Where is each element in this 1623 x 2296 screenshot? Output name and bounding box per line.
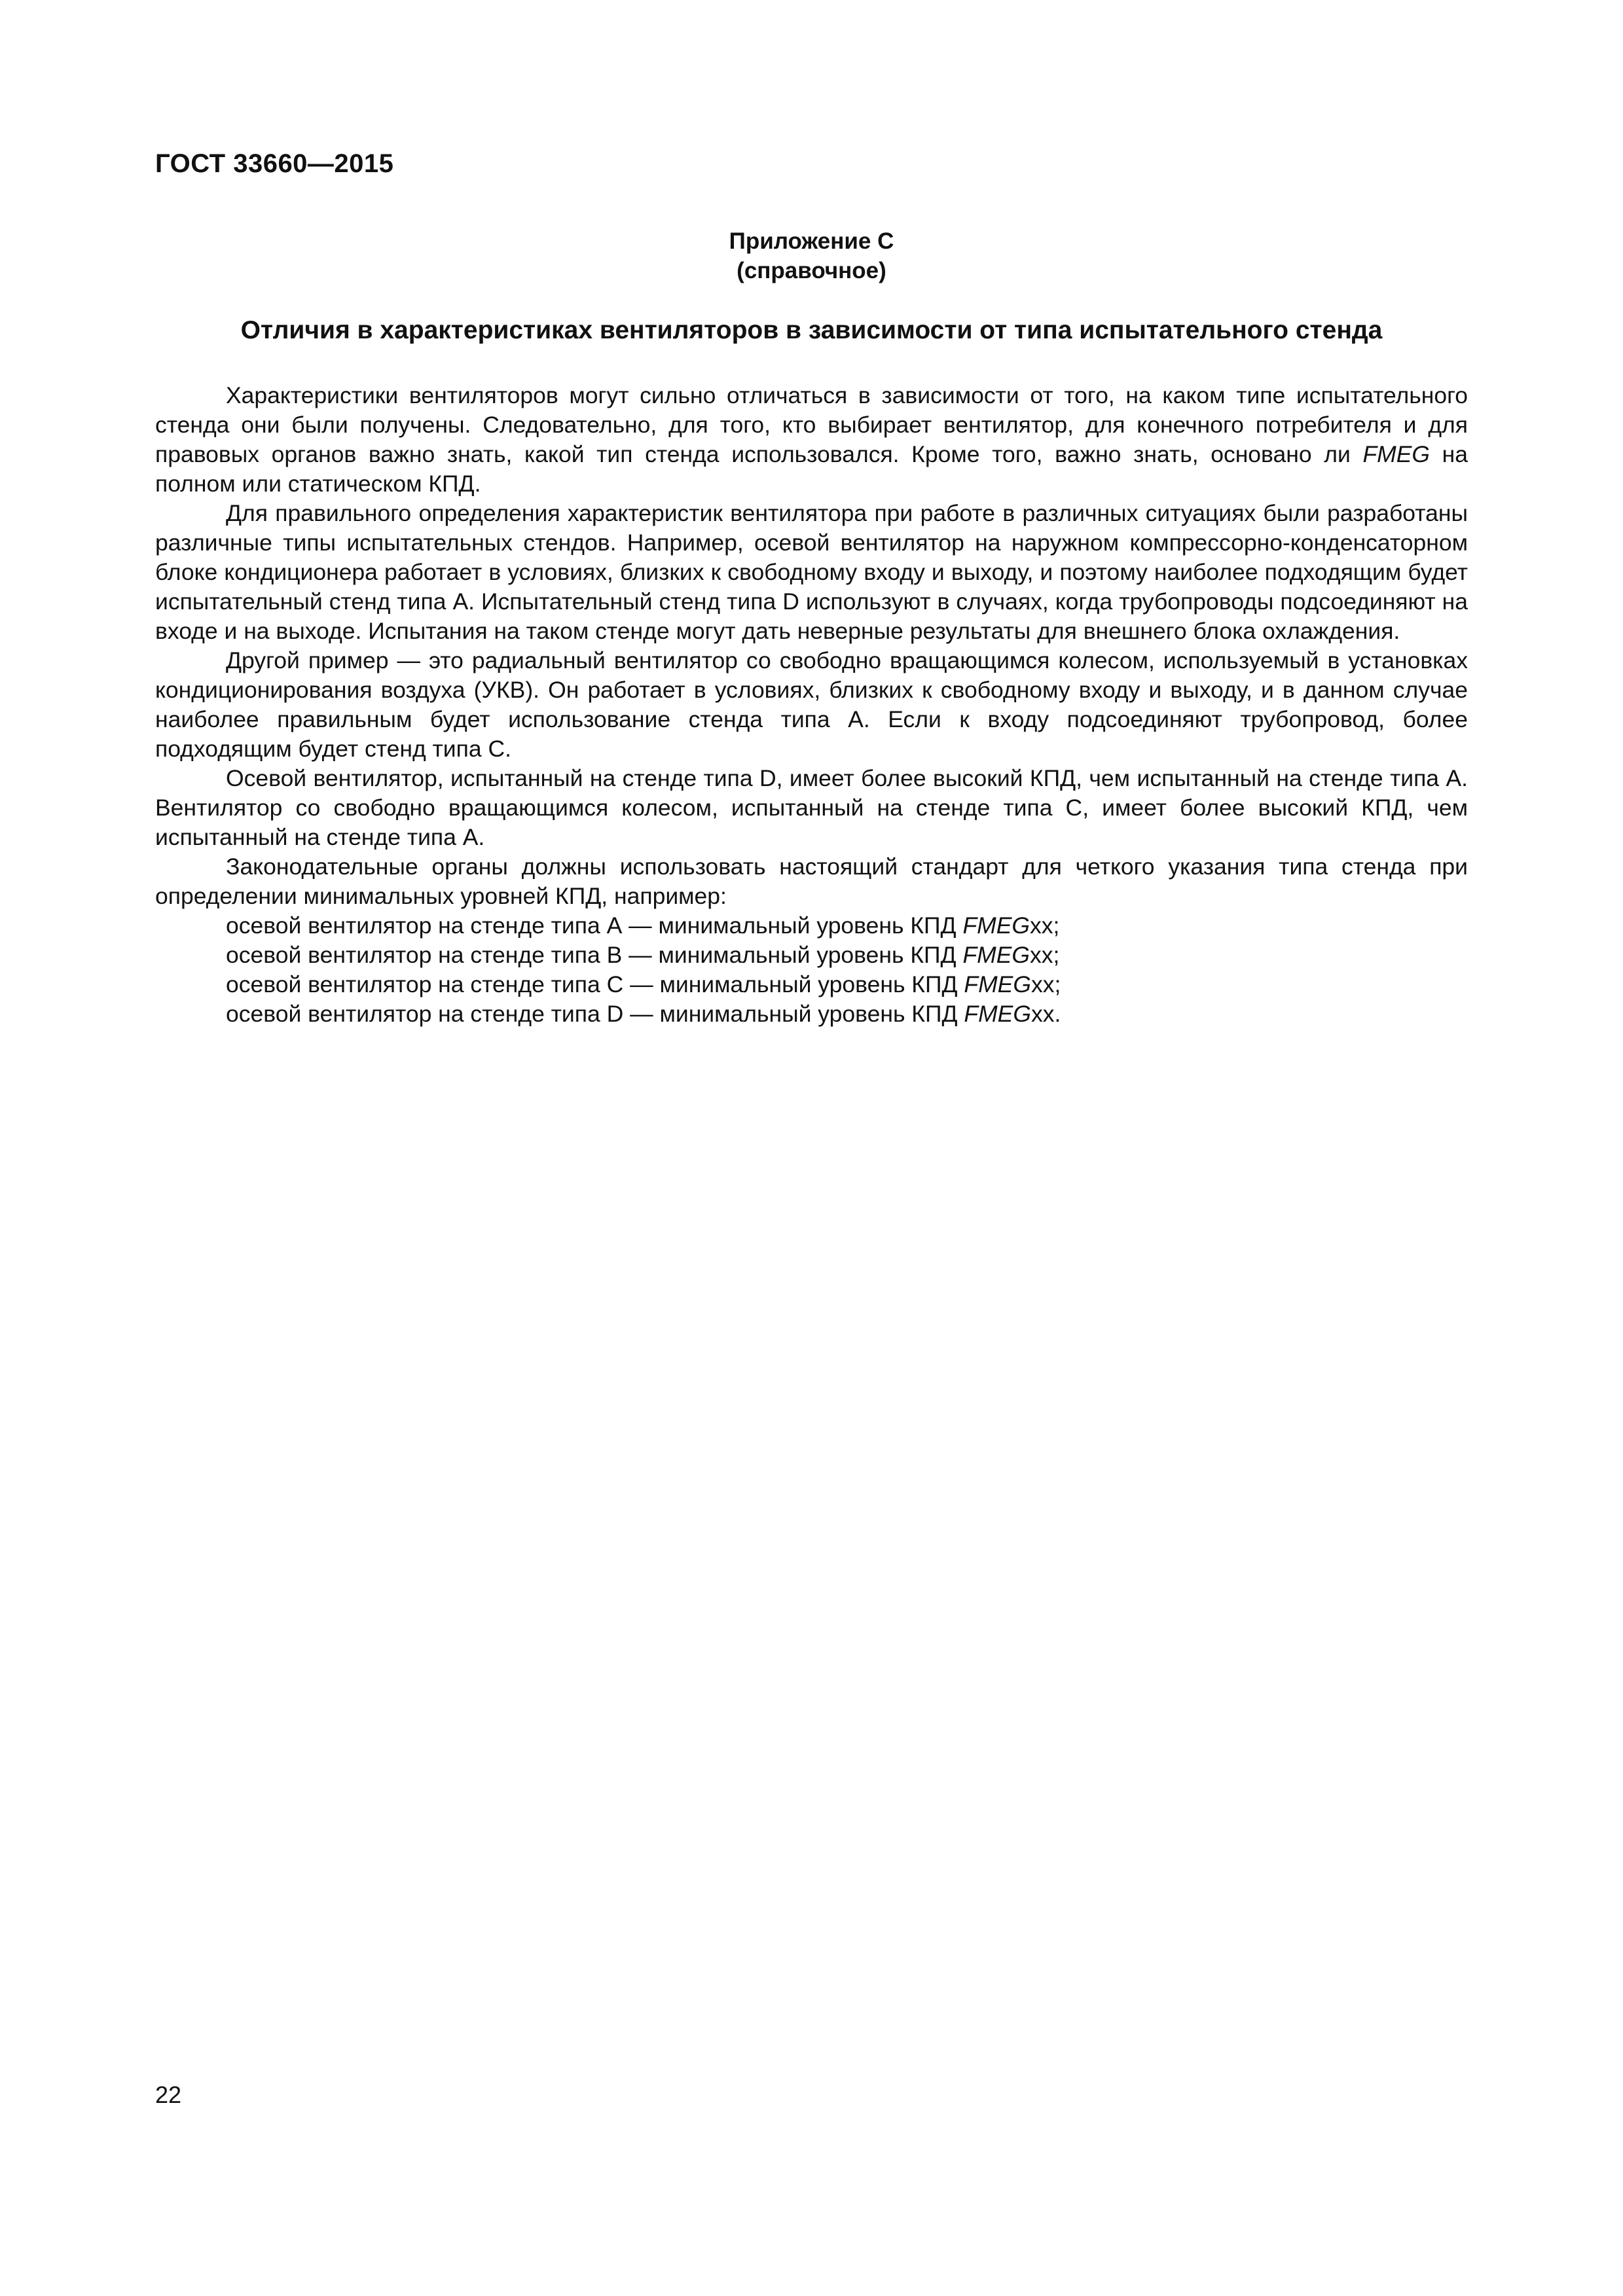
fmeg-requirements-list — [155, 911, 1468, 1029]
paragraph-1-text: Характеристики вентиляторов могут сильно отличаться в зависимости от того, на каком типе испытательного стенда они были получены. Следовательно, для того, кто выбирает вентилятор, для конечного потребителя и для правовых органов важно знать, какой тип стенда использовался. Кроме того, важно знать, основано ли — [155, 382, 1468, 467]
list-item-suffix: xx; — [1030, 942, 1060, 968]
document-header: ГОСТ 33660—2015 — [155, 149, 394, 178]
fmeg-term: FMEG — [964, 1001, 1031, 1027]
list-item — [155, 941, 1468, 970]
paragraph-2: Для правильного определения характеристик вентилятора при работе в различных ситуациях были разработаны различные типы испытательных стендов. Например, осевой вентилятор на наружном компрессорно-конденсаторном блоке кондиционера работает в условиях, близких к свободному входу и выходу, и поэтому наиболее подходящим будет испытательный стенд типа А. Испытательный стенд типа D используют в случаях, когда трубопроводы подсоединяют на входе и на выходе. Испытания на таком стенде могут дать неверные результаты для внешнего блока охлаждения. — [155, 500, 1468, 644]
paragraph-1 — [155, 381, 1468, 499]
annex-heading — [155, 226, 1468, 285]
page-number: 22 — [155, 2081, 182, 2108]
paragraph-3: Другой пример — это радиальный вентилятор со свободно вращающимся колесом, используемый в установках кондиционирования воздуха (УКВ). Он работает в условиях, близких к свободному входу и выходу, и в данном случае наиболее правильным будет использование стенда типа А. Если к входу подсоединяют трубопровод, более подходящим будет стенд типа С. — [155, 647, 1468, 762]
fmeg-term: FMEG — [1362, 441, 1430, 467]
list-item-text: осевой вентилятор на стенде типа В — минимальный уровень КПД — [226, 942, 963, 968]
fmeg-term: FMEG — [962, 912, 1030, 939]
list-item-suffix: xx. — [1030, 1001, 1061, 1027]
fmeg-term: FMEG — [964, 971, 1031, 997]
list-item-suffix: xx; — [1030, 912, 1060, 939]
list-item — [155, 911, 1468, 941]
annex-type: (справочное) — [737, 258, 886, 283]
paragraph-5: Законодательные органы должны использовать настоящий стандарт для четкого указания типа стенда при определении минимальных уровней КПД, например: — [155, 853, 1468, 909]
section-title: Отличия в характеристиках вентиляторов в зависимости от типа испытательного стенда — [240, 316, 1383, 344]
annex-label: Приложение С — [729, 228, 894, 254]
list-item — [155, 970, 1468, 999]
list-item-text: осевой вентилятор на стенде типа D — минимальный уровень КПД — [226, 1001, 964, 1027]
document-body — [155, 381, 1468, 1029]
list-item-text: осевой вентилятор на стенде типа С — минимальный уровень КПД — [226, 971, 964, 997]
list-item-suffix: xx; — [1030, 971, 1061, 997]
fmeg-term: FMEG — [962, 942, 1030, 968]
list-item-text: осевой вентилятор на стенде типа А — минимальный уровень КПД — [226, 912, 963, 939]
paragraph-4: Осевой вентилятор, испытанный на стенде типа D, имеет более высокий КПД, чем испытанный на стенде типа А. Вентилятор со свободно вращающимся колесом, испытанный на стенде типа С, имеет более высокий КПД, чем испытанный на стенде типа А. — [155, 765, 1468, 850]
list-item — [155, 999, 1468, 1029]
paragraph-1-tail: на полном или статическом КПД. — [155, 441, 1468, 497]
